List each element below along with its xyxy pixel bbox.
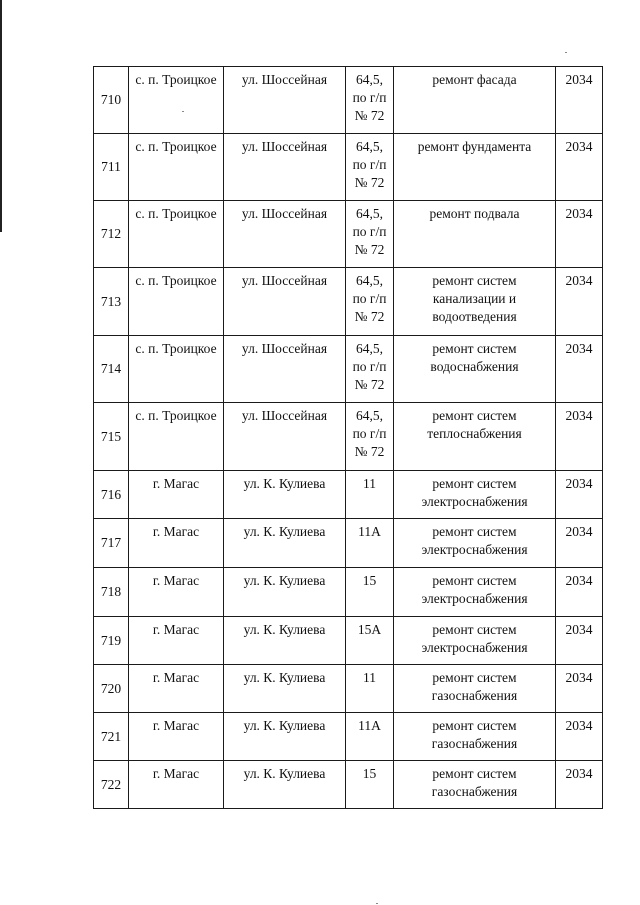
year-cell: 2034	[556, 268, 603, 336]
house-cell: 11	[346, 471, 394, 519]
settlement-cell: г. Магас	[129, 471, 224, 519]
row-number: 719	[94, 617, 129, 665]
table-row	[94, 568, 603, 617]
house-cell: 15	[346, 761, 394, 809]
settlement-cell: г. Магас	[129, 713, 224, 761]
work-type-cell: ремонт систем электроснабжения	[394, 568, 556, 617]
settlement-cell: г. Магас	[129, 519, 224, 568]
work-type-cell: ремонт систем электроснабжения	[394, 617, 556, 665]
street-cell: ул. К. Кулиева	[224, 617, 346, 665]
table-row	[94, 617, 603, 665]
table-row	[94, 713, 603, 761]
house-cell: 64,5, по г/п № 72	[346, 201, 394, 268]
row-number: 720	[94, 665, 129, 713]
row-number: 710	[94, 67, 129, 134]
year-cell: 2034	[556, 134, 603, 201]
street-cell: ул. Шоссейная	[224, 403, 346, 471]
house-cell: 64,5, по г/п № 72	[346, 403, 394, 471]
table-row	[94, 761, 603, 809]
street-cell: ул. К. Кулиева	[224, 713, 346, 761]
row-number: 712	[94, 201, 129, 268]
street-cell: ул. К. Кулиева	[224, 761, 346, 809]
street-cell: ул. Шоссейная	[224, 336, 346, 403]
work-type-cell: ремонт систем газоснабжения	[394, 665, 556, 713]
year-cell: 2034	[556, 617, 603, 665]
house-cell: 64,5, по г/п № 72	[346, 134, 394, 201]
year-cell: 2034	[556, 665, 603, 713]
table-row	[94, 67, 603, 134]
work-type-cell: ремонт систем электроснабжения	[394, 519, 556, 568]
row-number: 714	[94, 336, 129, 403]
table-row	[94, 665, 603, 713]
year-cell: 2034	[556, 336, 603, 403]
house-cell: 11А	[346, 713, 394, 761]
scan-speck	[565, 52, 567, 53]
house-cell: 64,5, по г/п № 72	[346, 268, 394, 336]
year-cell: 2034	[556, 568, 603, 617]
table-row	[94, 134, 603, 201]
settlement-cell: г. Магас	[129, 665, 224, 713]
row-number: 718	[94, 568, 129, 617]
settlement-cell: с. п. Троицкое	[129, 403, 224, 471]
scan-speck	[376, 903, 378, 904]
street-cell: ул. Шоссейная	[224, 201, 346, 268]
row-number: 715	[94, 403, 129, 471]
work-type-cell: ремонт систем газоснабжения	[394, 713, 556, 761]
settlement-cell: с. п. Троицкое	[129, 336, 224, 403]
row-number: 721	[94, 713, 129, 761]
settlement-cell: с. п. Троицкое	[129, 67, 224, 134]
house-cell: 11	[346, 665, 394, 713]
work-type-cell: ремонт фундамента	[394, 134, 556, 201]
house-cell: 11А	[346, 519, 394, 568]
year-cell: 2034	[556, 761, 603, 809]
settlement-cell: с. п. Троицкое	[129, 268, 224, 336]
table-row	[94, 519, 603, 568]
house-cell: 15	[346, 568, 394, 617]
settlement-cell: г. Магас	[129, 568, 224, 617]
table-row	[94, 268, 603, 336]
street-cell: ул. Шоссейная	[224, 67, 346, 134]
street-cell: ул. Шоссейная	[224, 134, 346, 201]
row-number: 711	[94, 134, 129, 201]
scan-edge-mark	[0, 0, 2, 232]
house-cell: 64,5, по г/п № 72	[346, 336, 394, 403]
street-cell: ул. К. Кулиева	[224, 519, 346, 568]
street-cell: ул. К. Кулиева	[224, 665, 346, 713]
table-row	[94, 201, 603, 268]
work-type-cell: ремонт подвала	[394, 201, 556, 268]
table-body	[94, 67, 603, 809]
row-number: 722	[94, 761, 129, 809]
house-cell: 64,5, по г/п № 72	[346, 67, 394, 134]
row-number: 713	[94, 268, 129, 336]
year-cell: 2034	[556, 403, 603, 471]
work-type-cell: ремонт систем электроснабжения	[394, 471, 556, 519]
house-cell: 15А	[346, 617, 394, 665]
row-number: 717	[94, 519, 129, 568]
work-type-cell: ремонт фасада	[394, 67, 556, 134]
work-type-cell: ремонт систем водоснабжения	[394, 336, 556, 403]
settlement-cell: г. Магас	[129, 761, 224, 809]
work-type-cell: ремонт систем канализации и водоотведения	[394, 268, 556, 336]
repair-schedule-table	[93, 66, 603, 809]
scan-speck	[182, 111, 184, 112]
street-cell: ул. К. Кулиева	[224, 568, 346, 617]
street-cell: ул. Шоссейная	[224, 268, 346, 336]
year-cell: 2034	[556, 713, 603, 761]
work-type-cell: ремонт систем газоснабжения	[394, 761, 556, 809]
year-cell: 2034	[556, 471, 603, 519]
settlement-cell: г. Магас	[129, 617, 224, 665]
row-number: 716	[94, 471, 129, 519]
settlement-cell: с. п. Троицкое	[129, 201, 224, 268]
year-cell: 2034	[556, 519, 603, 568]
table-row	[94, 403, 603, 471]
year-cell: 2034	[556, 201, 603, 268]
year-cell: 2034	[556, 67, 603, 134]
table-row	[94, 471, 603, 519]
street-cell: ул. К. Кулиева	[224, 471, 346, 519]
work-type-cell: ремонт систем теплоснабжения	[394, 403, 556, 471]
settlement-cell: с. п. Троицкое	[129, 134, 224, 201]
table-row	[94, 336, 603, 403]
